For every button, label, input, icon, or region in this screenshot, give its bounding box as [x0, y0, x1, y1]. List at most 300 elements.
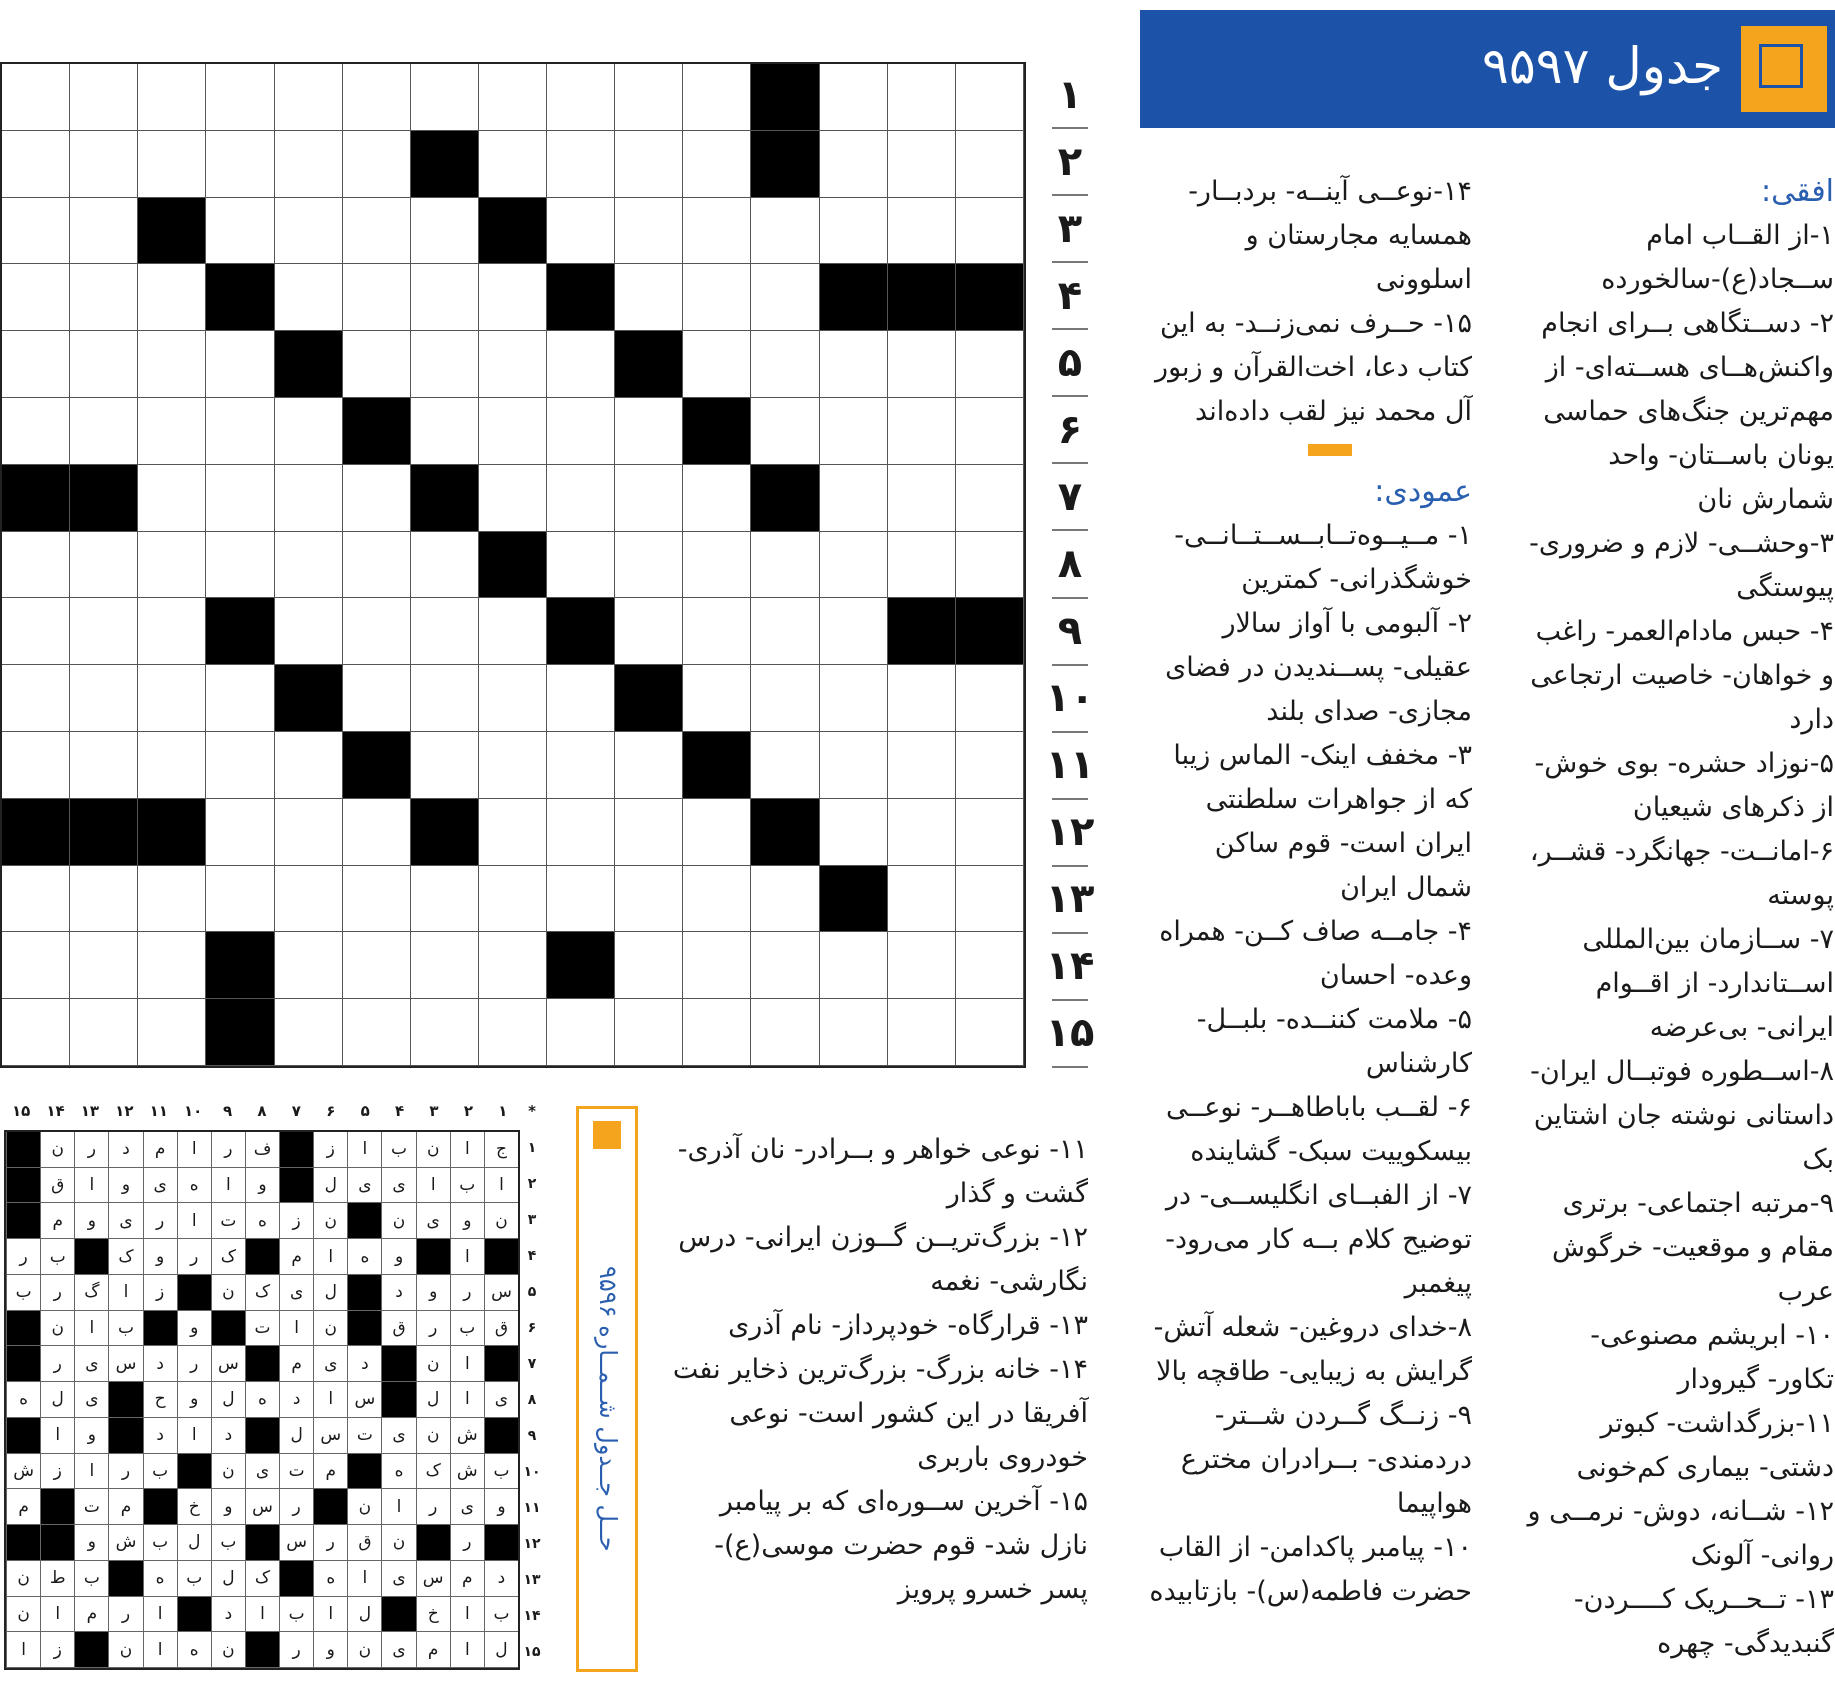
solution-cell: ر — [450, 1275, 484, 1311]
grid-cell[interactable] — [138, 866, 206, 933]
grid-cell[interactable] — [683, 64, 751, 131]
solution-cell: م — [450, 1561, 484, 1597]
grid-cell[interactable] — [820, 532, 888, 599]
black-cell — [615, 331, 683, 398]
grid-cell[interactable] — [343, 532, 411, 599]
grid-cell[interactable] — [547, 64, 615, 131]
grid-cell[interactable] — [275, 198, 343, 265]
solution-cell: ل — [347, 1597, 381, 1633]
grid-cell[interactable] — [888, 665, 956, 732]
grid-cell[interactable] — [343, 331, 411, 398]
grid-cell[interactable] — [70, 732, 138, 799]
solution-cell: ق — [381, 1311, 415, 1347]
solution-black-cell — [416, 1239, 450, 1275]
grid-cell[interactable] — [275, 532, 343, 599]
black-cell — [888, 598, 956, 665]
grid-cell[interactable] — [956, 866, 1024, 933]
clue-across-4: ۴- حبس مادام‌العمر- راغب و خواهان- خاصیت ارتجاعی دارد — [1530, 616, 1834, 735]
grid-cell[interactable] — [411, 932, 479, 999]
solution-cell: ه — [177, 1632, 211, 1668]
grid-cell[interactable] — [2, 598, 70, 665]
black-cell — [2, 799, 70, 866]
grid-cell[interactable] — [70, 198, 138, 265]
solution-cell: ی — [381, 1632, 415, 1668]
solution-row-number: ۲ — [527, 1176, 537, 1192]
clue-across-10: ۱۰- ابریشم مصنوعی- تکاور- گیرودار — [1590, 1320, 1834, 1395]
grid-cell[interactable] — [683, 866, 751, 933]
row-number: ۵ — [1052, 330, 1088, 397]
mixed-clues-column — [1142, 170, 1472, 1614]
solution-cell: ن — [381, 1203, 415, 1239]
solution-black-cell — [108, 1561, 142, 1597]
grid-cell[interactable] — [479, 264, 547, 331]
solution-col-number: ۱۴ — [46, 1102, 65, 1120]
clue-across-7: ۷- ســازمان بین‌المللی اســتاندارد- از اقــوام ایرانی- بی‌عرضه — [1582, 924, 1834, 1043]
solution-cell: ج — [484, 1132, 518, 1168]
grid-cell[interactable] — [138, 999, 206, 1066]
solution-cell: ا — [211, 1168, 245, 1204]
grid-cell[interactable] — [70, 932, 138, 999]
grid-cell[interactable] — [888, 198, 956, 265]
black-cell — [683, 732, 751, 799]
grid-cell[interactable] — [615, 398, 683, 465]
grid-cell[interactable] — [751, 331, 819, 398]
grid-cell[interactable] — [820, 331, 888, 398]
solution-cell: و — [177, 1382, 211, 1418]
grid-cell[interactable] — [615, 932, 683, 999]
grid-cell[interactable] — [683, 198, 751, 265]
grid-cell[interactable] — [275, 64, 343, 131]
black-cell — [2, 465, 70, 532]
grid-cell[interactable] — [479, 398, 547, 465]
solution-cell: ح — [143, 1382, 177, 1418]
grid-cell[interactable] — [615, 64, 683, 131]
grid-cell[interactable] — [2, 932, 70, 999]
solution-black-cell — [6, 1132, 40, 1168]
solution-cell: ر — [211, 1132, 245, 1168]
grid-cell[interactable] — [683, 932, 751, 999]
solution-cell: م — [108, 1489, 142, 1525]
grid-cell[interactable] — [751, 264, 819, 331]
grid-cell[interactable] — [615, 866, 683, 933]
grid-cell[interactable] — [206, 64, 274, 131]
grid-cell[interactable] — [343, 465, 411, 532]
row-number: ۱۲ — [1052, 800, 1088, 867]
grid-cell[interactable] — [751, 532, 819, 599]
grid-cell[interactable] — [275, 131, 343, 198]
black-cell — [70, 799, 138, 866]
grid-cell[interactable] — [138, 465, 206, 532]
grid-cell[interactable] — [820, 665, 888, 732]
black-cell — [206, 598, 274, 665]
solution-black-cell — [6, 1346, 40, 1382]
grid-cell[interactable] — [547, 465, 615, 532]
grid-cell[interactable] — [956, 398, 1024, 465]
grid-cell[interactable] — [888, 465, 956, 532]
solution-cell: ب — [450, 1311, 484, 1347]
grid-cell[interactable] — [206, 532, 274, 599]
grid-cell[interactable] — [343, 866, 411, 933]
solution-black-cell — [74, 1239, 108, 1275]
grid-cell[interactable] — [138, 598, 206, 665]
grid-cell[interactable] — [683, 665, 751, 732]
solution-cell: س — [416, 1561, 450, 1597]
grid-cell[interactable] — [70, 665, 138, 732]
solution-cell: ا — [416, 1168, 450, 1204]
solution-cell: و — [143, 1239, 177, 1275]
grid-cell[interactable] — [411, 866, 479, 933]
grid-cell[interactable] — [343, 932, 411, 999]
grid-cell[interactable] — [275, 598, 343, 665]
solution-cell: ر — [416, 1489, 450, 1525]
grid-cell[interactable] — [615, 732, 683, 799]
solution-row-number: ۸ — [527, 1392, 537, 1408]
grid-cell[interactable] — [343, 665, 411, 732]
solution-col-number: ۵ — [360, 1102, 370, 1120]
clue-down-5: ۵- ملامت کننــده- بلبــل- کارشناس — [1196, 1004, 1472, 1079]
grid-cell[interactable] — [683, 532, 751, 599]
grid-cell[interactable] — [206, 331, 274, 398]
grid-cell[interactable] — [751, 732, 819, 799]
solution-cell: ر — [416, 1311, 450, 1347]
solution-black-cell — [381, 1597, 415, 1633]
grid-cell[interactable] — [138, 932, 206, 999]
grid-cell[interactable] — [888, 331, 956, 398]
grid-cell[interactable] — [683, 999, 751, 1066]
grid-cell[interactable] — [275, 799, 343, 866]
grid-cell[interactable] — [2, 131, 70, 198]
solution-cell: ن — [211, 1454, 245, 1490]
solution-col-number: ۱۵ — [11, 1102, 31, 1120]
black-cell — [751, 131, 819, 198]
grid-cell[interactable] — [547, 198, 615, 265]
solution-cell: ا — [143, 1632, 177, 1668]
grid-cell[interactable] — [411, 665, 479, 732]
grid-cell[interactable] — [751, 598, 819, 665]
grid-cell[interactable] — [820, 198, 888, 265]
grid-cell[interactable] — [479, 131, 547, 198]
solution-cell: و — [108, 1168, 142, 1204]
grid-cell[interactable] — [615, 131, 683, 198]
grid-cell[interactable] — [138, 532, 206, 599]
grid-cell[interactable] — [2, 64, 70, 131]
grid-cell[interactable] — [683, 264, 751, 331]
solution-cell: د — [279, 1382, 313, 1418]
grid-cell[interactable] — [138, 398, 206, 465]
grid-cell[interactable] — [343, 598, 411, 665]
clue-across-3: ۳-وحشــی- لازم و ضروری- پیوستگی — [1529, 528, 1834, 603]
grid-cell[interactable] — [275, 866, 343, 933]
grid-cell[interactable] — [956, 131, 1024, 198]
grid-cell[interactable] — [888, 866, 956, 933]
grid-cell[interactable] — [547, 799, 615, 866]
grid-cell[interactable] — [206, 398, 274, 465]
row-number: ۱ — [1052, 62, 1088, 129]
grid-cell[interactable] — [956, 465, 1024, 532]
grid-cell[interactable] — [820, 732, 888, 799]
solution-black-cell — [381, 1382, 415, 1418]
solution-black-cell — [484, 1346, 518, 1382]
grid-cell[interactable] — [138, 665, 206, 732]
black-cell — [751, 465, 819, 532]
solution-cell: ا — [450, 1132, 484, 1168]
row-number: ۹ — [1052, 599, 1088, 666]
black-cell — [956, 598, 1024, 665]
grid-cell[interactable] — [615, 465, 683, 532]
solution-black-cell — [211, 1311, 245, 1347]
grid-cell[interactable] — [138, 264, 206, 331]
solution-cell: ه — [245, 1203, 279, 1239]
row-number: ۳ — [1052, 196, 1088, 263]
header-bar — [1140, 10, 1835, 128]
grid-cell[interactable] — [820, 131, 888, 198]
grid-cell[interactable] — [956, 198, 1024, 265]
grid-cell[interactable] — [956, 331, 1024, 398]
grid-cell[interactable] — [547, 331, 615, 398]
solution-cell: ک — [108, 1239, 142, 1275]
solution-cell: ا — [450, 1239, 484, 1275]
grid-cell[interactable] — [343, 264, 411, 331]
grid-cell[interactable] — [2, 198, 70, 265]
grid-cell[interactable] — [411, 198, 479, 265]
grid-cell[interactable] — [547, 732, 615, 799]
clue-across-13: ۱۳- تــحــریک کــــردن- گنبدیدگی- چهره — [1573, 1584, 1834, 1659]
grid-cell[interactable] — [479, 665, 547, 732]
grid-cell[interactable] — [479, 999, 547, 1066]
solution-black-cell — [6, 1168, 40, 1204]
grid-cell[interactable] — [70, 598, 138, 665]
grid-cell[interactable] — [820, 465, 888, 532]
solution-row-number: ۶ — [527, 1320, 537, 1336]
solution-cell: م — [40, 1203, 74, 1239]
solution-black-cell — [381, 1346, 415, 1382]
grid-cell[interactable] — [2, 999, 70, 1066]
grid-cell[interactable] — [751, 932, 819, 999]
solution-cell: ا — [74, 1168, 108, 1204]
grid-cell[interactable] — [615, 598, 683, 665]
grid-cell[interactable] — [70, 64, 138, 131]
grid-cell[interactable] — [547, 532, 615, 599]
grid-cell[interactable] — [547, 131, 615, 198]
solution-cell: ن — [40, 1311, 74, 1347]
solution-cell: ی — [484, 1382, 518, 1418]
grid-cell[interactable] — [547, 866, 615, 933]
solution-cell: ل — [416, 1382, 450, 1418]
grid-cell[interactable] — [411, 331, 479, 398]
solution-cell: ز — [40, 1454, 74, 1490]
solution-row-number: ۱۵ — [523, 1644, 541, 1660]
grid-cell[interactable] — [275, 465, 343, 532]
grid-cell[interactable] — [683, 598, 751, 665]
grid-cell[interactable] — [206, 131, 274, 198]
grid-cell[interactable] — [820, 999, 888, 1066]
grid-cell[interactable] — [615, 999, 683, 1066]
black-cell — [479, 198, 547, 265]
grid-cell[interactable] — [138, 732, 206, 799]
solution-row-number: ۱۰ — [523, 1464, 541, 1480]
grid-cell[interactable] — [888, 64, 956, 131]
grid-cell[interactable] — [343, 799, 411, 866]
grid-cell[interactable] — [138, 131, 206, 198]
grid-cell[interactable] — [206, 866, 274, 933]
grid-cell[interactable] — [411, 732, 479, 799]
grid-cell[interactable] — [138, 331, 206, 398]
grid-cell[interactable] — [411, 264, 479, 331]
grid-cell[interactable] — [411, 598, 479, 665]
grid-cell[interactable] — [2, 866, 70, 933]
grid-cell[interactable] — [206, 799, 274, 866]
grid-cell[interactable] — [547, 665, 615, 732]
solution-cell: ن — [313, 1203, 347, 1239]
grid-cell[interactable] — [206, 665, 274, 732]
grid-cell[interactable] — [683, 331, 751, 398]
grid-cell[interactable] — [888, 799, 956, 866]
grid-cell[interactable] — [956, 932, 1024, 999]
grid-cell[interactable] — [138, 64, 206, 131]
grid-cell[interactable] — [206, 465, 274, 532]
grid-cell[interactable] — [343, 64, 411, 131]
grid-cell[interactable] — [2, 398, 70, 465]
grid-cell[interactable] — [275, 398, 343, 465]
grid-cell[interactable] — [547, 398, 615, 465]
grid-cell[interactable] — [2, 331, 70, 398]
grid-cell[interactable] — [479, 598, 547, 665]
solution-cell: ز — [40, 1632, 74, 1668]
grid-cell[interactable] — [683, 465, 751, 532]
solution-col-number: ۱۳ — [80, 1102, 100, 1120]
solution-cell: ی — [381, 1168, 415, 1204]
grid-cell[interactable] — [751, 198, 819, 265]
solution-row-number: ۱۱ — [523, 1500, 541, 1516]
grid-cell[interactable] — [888, 999, 956, 1066]
grid-cell[interactable] — [956, 999, 1024, 1066]
black-cell — [820, 866, 888, 933]
grid-cell[interactable] — [683, 131, 751, 198]
grid-cell[interactable] — [479, 932, 547, 999]
solution-row-number: ۱۳ — [523, 1572, 541, 1588]
row-number: ۱۵ — [1052, 1001, 1088, 1068]
grid-cell[interactable] — [888, 532, 956, 599]
grid-cell[interactable] — [275, 999, 343, 1066]
grid-cell[interactable] — [615, 198, 683, 265]
grid-cell[interactable] — [479, 64, 547, 131]
grid-cell[interactable] — [70, 866, 138, 933]
down-clues-continued — [668, 1128, 1088, 1612]
grid-cell[interactable] — [206, 198, 274, 265]
solution-cell: ا — [177, 1132, 211, 1168]
grid-cell[interactable] — [70, 331, 138, 398]
grid-cell[interactable] — [479, 866, 547, 933]
solution-cell: ل — [211, 1561, 245, 1597]
solution-cell: د — [211, 1597, 245, 1633]
grid-cell[interactable] — [343, 198, 411, 265]
grid-cell[interactable] — [615, 532, 683, 599]
solution-cell: خ — [416, 1597, 450, 1633]
grid-cell[interactable] — [479, 465, 547, 532]
grid-cell[interactable] — [615, 264, 683, 331]
grid-cell[interactable] — [275, 264, 343, 331]
solution-cell: ن — [347, 1632, 381, 1668]
grid-cell[interactable] — [411, 398, 479, 465]
grid-cell[interactable] — [411, 999, 479, 1066]
grid-cell[interactable] — [2, 532, 70, 599]
grid-cell[interactable] — [70, 398, 138, 465]
black-cell — [411, 799, 479, 866]
grid-cell[interactable] — [615, 799, 683, 866]
solution-cell: ی — [279, 1275, 313, 1311]
solution-cell: و — [450, 1203, 484, 1239]
grid-cell[interactable] — [411, 64, 479, 131]
grid-cell[interactable] — [956, 64, 1024, 131]
black-cell — [956, 264, 1024, 331]
grid-cell[interactable] — [2, 732, 70, 799]
grid-cell[interactable] — [820, 799, 888, 866]
solution-cell: ن — [211, 1632, 245, 1668]
grid-cell[interactable] — [547, 999, 615, 1066]
grid-cell[interactable] — [751, 999, 819, 1066]
grid-cell[interactable] — [2, 665, 70, 732]
grid-cell[interactable] — [956, 799, 1024, 866]
grid-cell[interactable] — [888, 131, 956, 198]
grid-cell[interactable] — [70, 532, 138, 599]
grid-cell[interactable] — [411, 532, 479, 599]
grid-cell[interactable] — [275, 932, 343, 999]
grid-cell[interactable] — [751, 665, 819, 732]
grid-cell[interactable] — [820, 398, 888, 465]
grid-cell[interactable] — [70, 999, 138, 1066]
grid-cell[interactable] — [751, 398, 819, 465]
grid-cell[interactable] — [2, 264, 70, 331]
grid-cell[interactable] — [956, 532, 1024, 599]
clue-down-1: ۱- مــیــوه‌تــابــســتــانــی- خوشگذرانی- کمترین — [1174, 520, 1472, 595]
solution-cell: ر — [279, 1489, 313, 1525]
solution-cell: ا — [40, 1418, 74, 1454]
grid-cell[interactable] — [956, 732, 1024, 799]
grid-cell[interactable] — [70, 131, 138, 198]
grid-cell[interactable] — [888, 398, 956, 465]
solution-cell: س — [211, 1346, 245, 1382]
row-number: ۲ — [1052, 129, 1088, 196]
solution-cell: س — [279, 1525, 313, 1561]
grid-cell[interactable] — [956, 665, 1024, 732]
solution-row-numbers — [520, 1130, 544, 1670]
solution-cell: ق — [484, 1311, 518, 1347]
grid-cell[interactable] — [206, 732, 274, 799]
grid-cell[interactable] — [479, 799, 547, 866]
grid-cell[interactable] — [683, 799, 751, 866]
grid-cell[interactable] — [70, 264, 138, 331]
grid-cell[interactable] — [888, 932, 956, 999]
solution-cell: ت — [74, 1489, 108, 1525]
solution-cell: ه — [347, 1239, 381, 1275]
clue-down-2: ۲- آلبومی با آواز سالار عقیلی- پســندیدن در فضای مجازی- صدای بلند — [1165, 608, 1472, 727]
solution-black-cell — [245, 1418, 279, 1454]
grid-cell[interactable] — [751, 866, 819, 933]
grid-cell[interactable] — [820, 932, 888, 999]
solution-cell: ق — [40, 1168, 74, 1204]
grid-cell[interactable] — [820, 64, 888, 131]
grid-cell[interactable] — [343, 131, 411, 198]
solution-label: حــل جــدول شــمــاره ۹۵۹۶ — [594, 1266, 622, 1552]
grid-cell[interactable] — [343, 999, 411, 1066]
grid-cell[interactable] — [820, 598, 888, 665]
grid-cell[interactable] — [479, 732, 547, 799]
grid-cell[interactable] — [275, 732, 343, 799]
grid-cell[interactable] — [479, 331, 547, 398]
solution-cell: ل — [279, 1418, 313, 1454]
solution-cell: و — [177, 1311, 211, 1347]
grid-cell[interactable] — [888, 732, 956, 799]
